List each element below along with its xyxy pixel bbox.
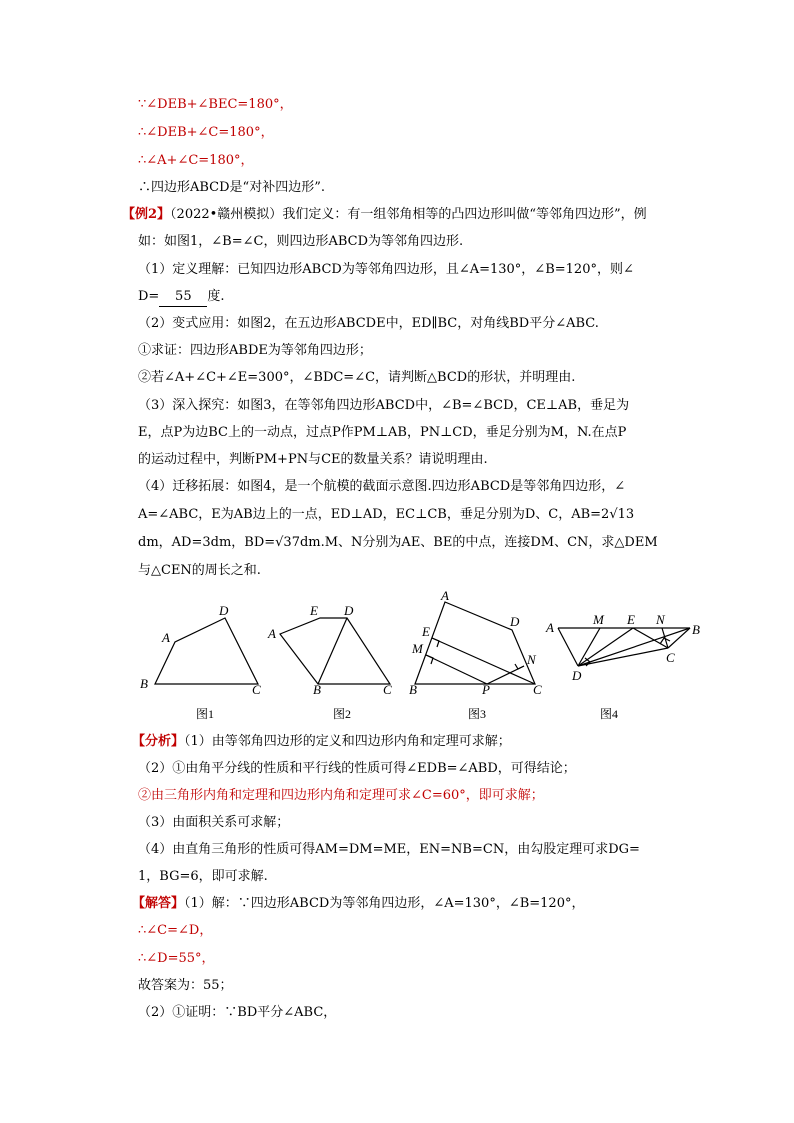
fig2-label-a: A: [268, 626, 276, 641]
question-4-d: 与△CEN的周长之和.: [138, 563, 261, 578]
fig2-diagonal-bd: [318, 618, 347, 684]
fig1-label-b: B: [140, 676, 148, 691]
fig4-label-b: B: [692, 622, 700, 637]
solution-heading: [132, 895, 584, 913]
fig3-label-n: N: [527, 652, 536, 667]
fig1-label-a: A: [162, 630, 170, 645]
fig4-label-c: C: [666, 650, 675, 665]
fig1-label-d: D: [219, 603, 229, 618]
proof-conclusion: ∴四边形ABCD是“对补四边形”.: [138, 180, 325, 195]
fig4-label-n: N: [656, 612, 665, 627]
fig4-label-a: A: [546, 620, 554, 635]
fig3-right-angle-n: [515, 664, 524, 669]
question-4-c: dm，AD=3dm，BD=√37dm.M、N分别为AE、BE的中点，连接DM、CN，求△DEM: [138, 535, 658, 550]
figures-svg: [130, 590, 710, 725]
solution-4: 故答案为：55；: [138, 978, 233, 993]
fig3-label-e: E: [422, 624, 430, 639]
solution-1: （1）解：∵四边形ABCD为等邻角四边形，∠A=130°，∠B=120°，: [184, 896, 585, 911]
analysis-heading: [132, 733, 511, 751]
fig2-label-d: D: [344, 603, 354, 618]
analysis-2-1: （2）①由角平分线的性质和平行线的性质可得∠EDB=∠ABD，可得结论；: [138, 761, 576, 776]
analysis-3: （3）由面积关系可求解；: [138, 815, 290, 830]
fig4-label-e: E: [627, 612, 635, 627]
example-intro-1: 我们定义：有一组邻角相等的凸四边形叫做“等邻角四边形”，例: [282, 207, 647, 222]
fig4-label-m: M: [593, 612, 604, 627]
proof-line-3: ∴∠A+∠C=180°，: [138, 153, 254, 168]
fig4-label-d: D: [572, 668, 582, 683]
fig3-right-angle-m: [426, 655, 433, 664]
caption-fig4: 图4: [600, 707, 619, 721]
question-1-b: [138, 288, 224, 307]
proof-line-2: ∴∠DEB+∠C=180°，: [138, 125, 274, 140]
fig3-label-p: P: [482, 682, 490, 697]
caption-fig1: 图1: [196, 707, 215, 721]
example-bracket: 【例2】: [122, 207, 171, 222]
fig3-right-angle-e: [432, 638, 439, 647]
fig4-right-angle-c: [660, 638, 670, 644]
fig3-label-a: A: [441, 590, 449, 603]
fig1-quadrilateral: [155, 618, 258, 684]
fig2-label-b: B: [313, 682, 321, 697]
analysis-bracket: 【分析】: [132, 734, 185, 749]
fig4-line-dm: [578, 628, 600, 666]
question-2: （2）变式应用：如图2，在五边形ABCDE中，ED∥BC，对角线BD平分∠ABC.: [138, 316, 599, 331]
example-intro-2: 如：如图1，∠B=∠C，则四边形ABCD为等邻角四边形.: [138, 234, 464, 249]
fig2-pentagon: [280, 618, 390, 684]
caption-fig2: 图2: [333, 707, 352, 721]
example-source: （2022•赣州模拟）: [170, 207, 283, 222]
fig3-label-d: D: [510, 614, 520, 629]
solution-bracket: 【解答】: [132, 896, 185, 911]
analysis-4-a: （4）由直角三角形的性质可得AM=DM=ME，EN=NB=CN，由勾股定理可求DG=: [138, 842, 640, 857]
solution-2: ∴∠C=∠D，: [138, 923, 213, 938]
solution-5: （2）①证明：∵BD平分∠ABC，: [138, 1005, 337, 1020]
proof-line-1: ∵∠DEB+∠BEC=180°，: [138, 97, 293, 112]
fig3-label-c: C: [533, 682, 542, 697]
fig1-label-c: C: [252, 682, 261, 697]
answer-blank: 55: [159, 288, 207, 307]
question-1-a: （1）定义理解：已知四边形ABCD为等邻角四边形，且∠A=130°，∠B=120°，则∠: [138, 262, 634, 277]
fig4-line-cb: [668, 628, 690, 648]
question-3-c: 的运动过程中，判断PM+PN与CE的数量关系？请说明理由.: [138, 452, 488, 467]
analysis-4-b: 1，BG=6，即可求解.: [138, 869, 268, 884]
geometry-figures: [130, 590, 710, 725]
solution-3: ∴∠D=55°，: [138, 951, 215, 966]
fig3-label-m: M: [412, 641, 423, 656]
fig3-line-pm: [426, 655, 487, 684]
question-3-b: E，点P为边BC上的一动点，过点P作PM⊥AB，PN⊥CD，垂足分别为M，N.在点P: [138, 425, 627, 440]
question-3-a: （3）深入探究：如图3，在等邻角四边形ABCD中，∠B=∠BCD，CE⊥AB，垂足为: [138, 398, 630, 413]
caption-fig3: 图3: [468, 707, 487, 721]
question-4-a: （4）迁移拓展：如图4，是一个航模的截面示意图.四边形ABCD是等邻角四边形，∠: [138, 479, 626, 494]
fig3-line-ce: [432, 638, 535, 684]
question-2-part-2: ②若∠A+∠C+∠E=300°，∠BDC=∠C，请判断△BCD的形状，并明理由.: [138, 370, 576, 385]
fig2-label-e: E: [310, 603, 318, 618]
fig3-label-b: B: [409, 682, 417, 697]
fig4-line-ad: [558, 628, 578, 666]
analysis-1: （1）由等邻角四边形的定义和四边形内角和定理可求解；: [184, 734, 511, 749]
example-heading: [122, 206, 647, 224]
analysis-2-2: ②由三角形内角和定理和四边形内角和定理可求∠C=60°，即可求解；: [138, 788, 544, 803]
question-2-part-1: ①求证：四边形ABDE为等邻角四边形；: [138, 343, 372, 358]
question-4-b: A=∠ABC，E为AB边上的一点，ED⊥AD，EC⊥CB，垂足分别为D、C，AB=2√13: [138, 507, 635, 522]
fig2-label-c: C: [383, 682, 392, 697]
question-1-suffix: 度.: [207, 289, 225, 304]
question-1-prefix: D=: [138, 289, 160, 304]
